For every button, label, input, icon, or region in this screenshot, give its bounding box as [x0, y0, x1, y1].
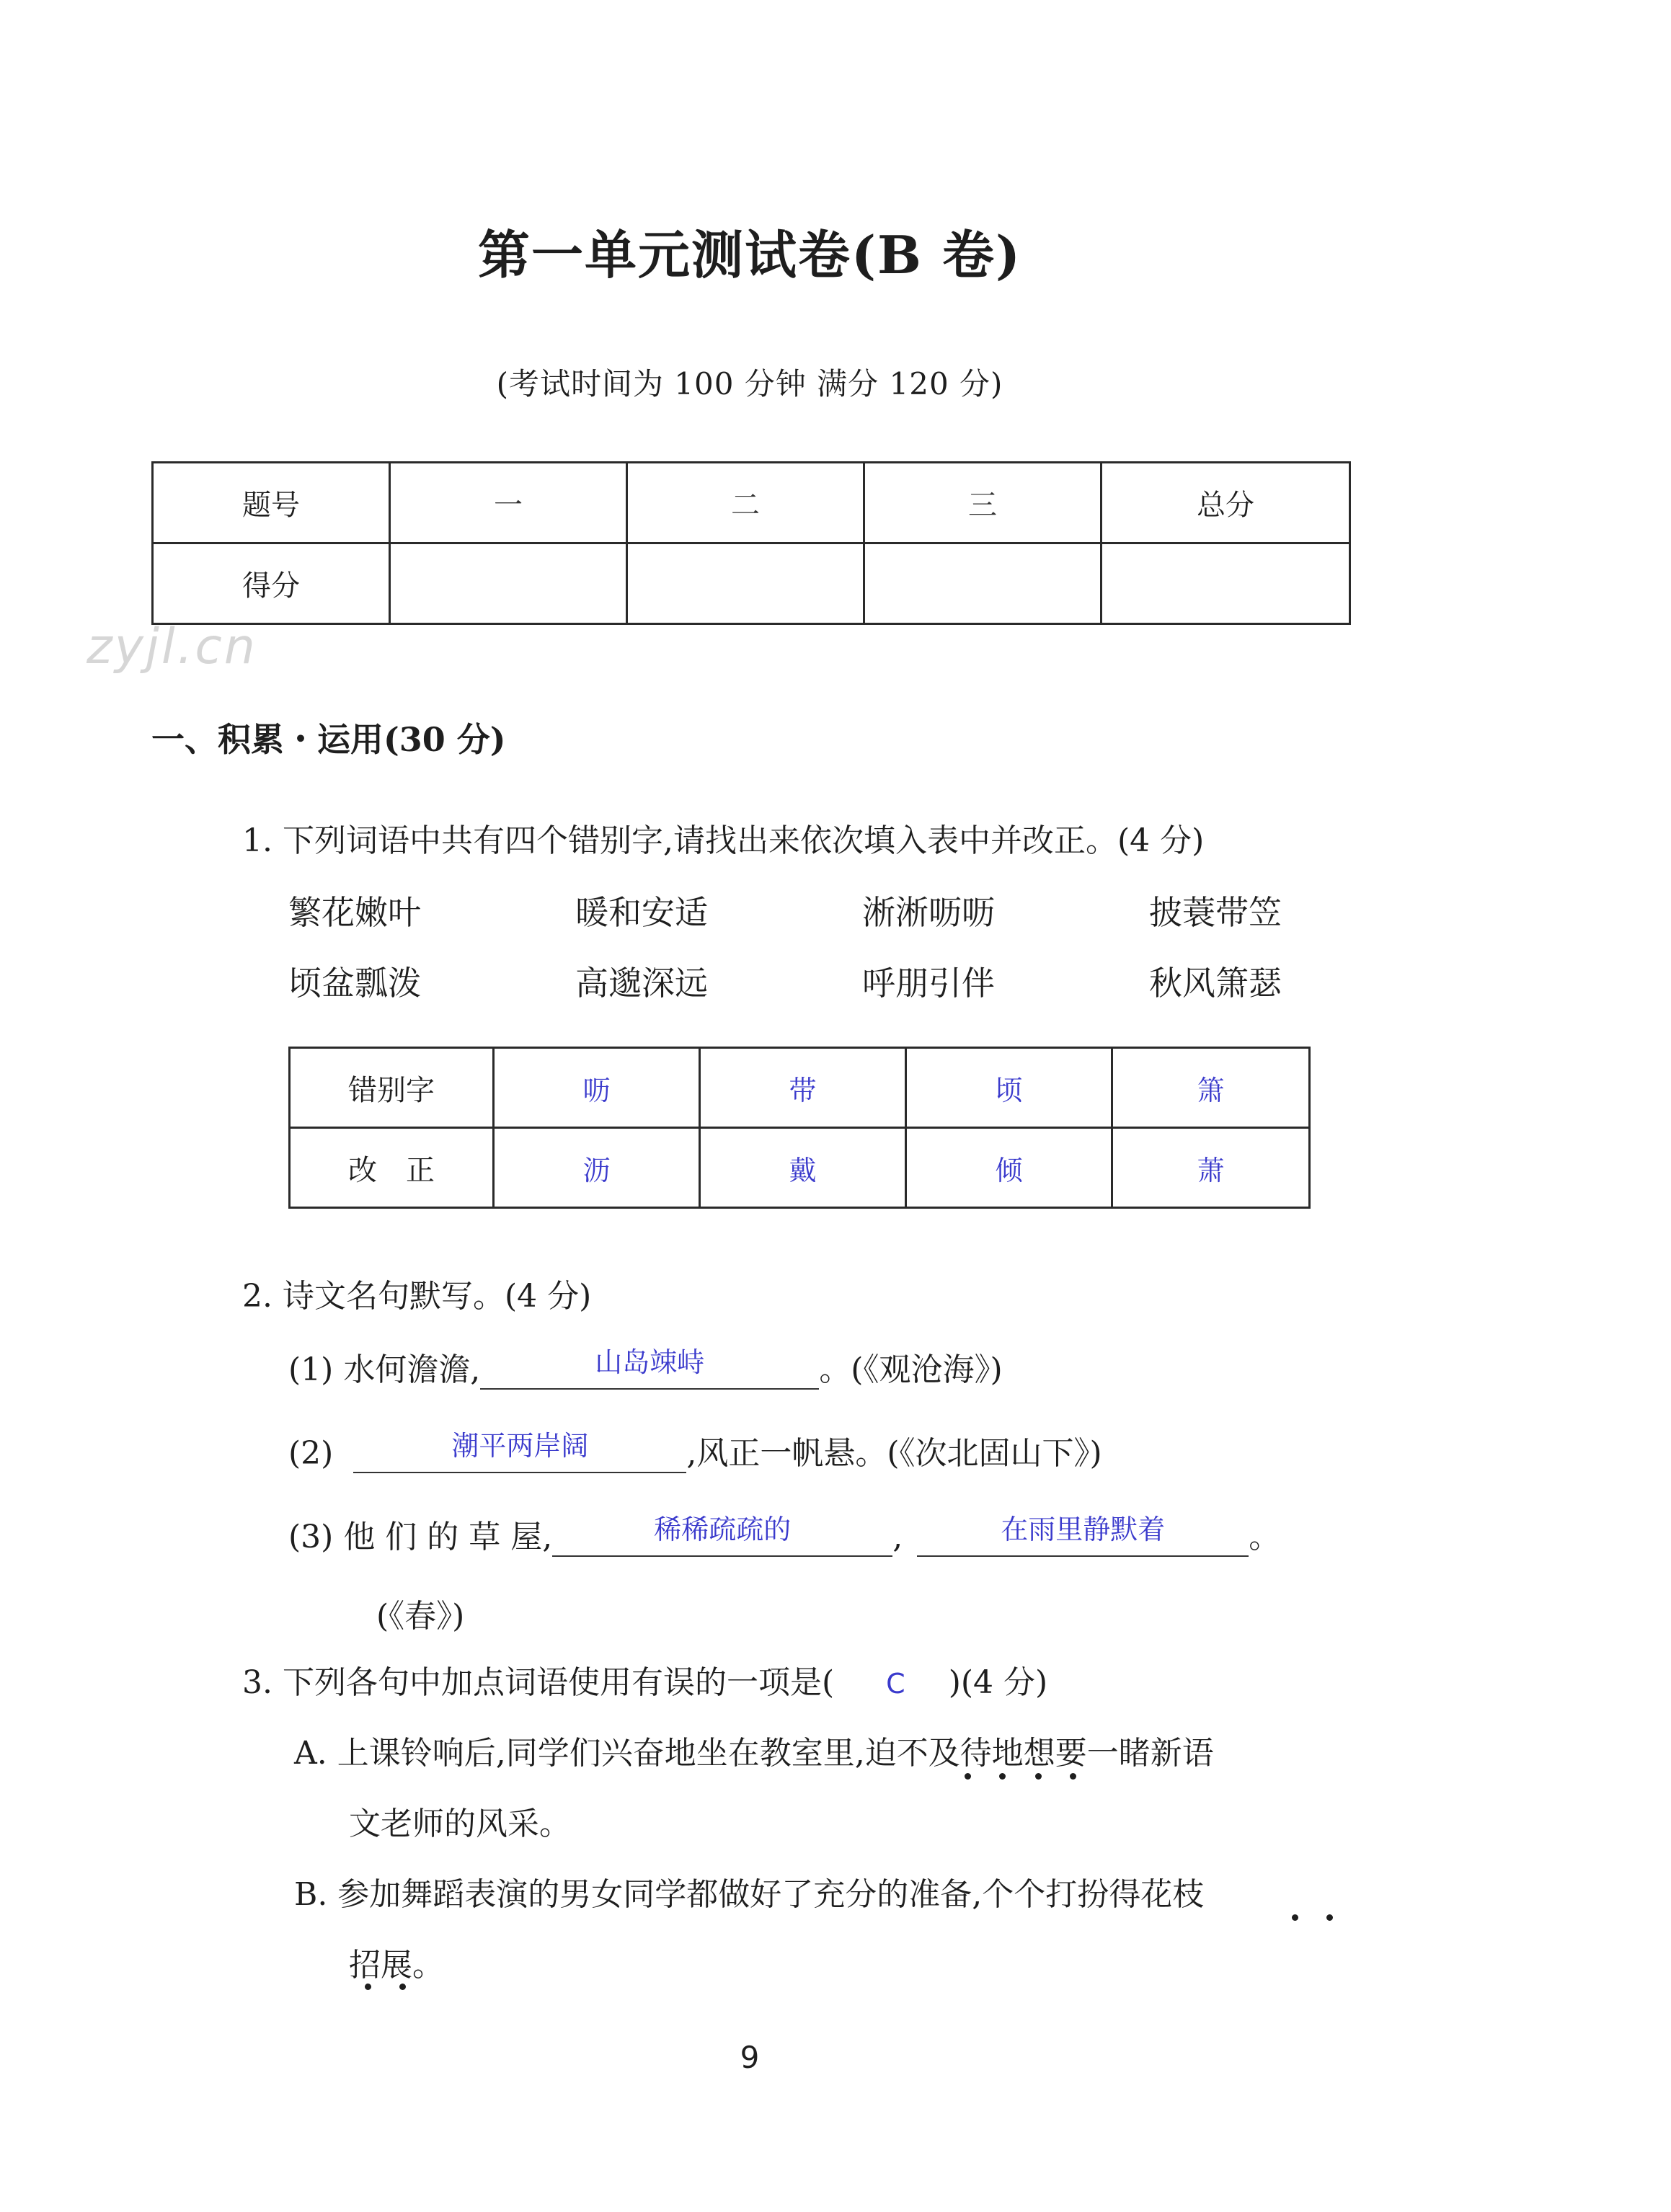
poem-line-1	[288, 1343, 1003, 1390]
poem-line-suffix: 。	[1249, 1519, 1281, 1555]
word-item: 披蓑带笠	[1149, 893, 1282, 932]
poem-line-prefix: (3) 他 们 的 草 屋,	[288, 1519, 553, 1555]
score-cell	[627, 543, 864, 624]
emphasis-dot	[1326, 1914, 1333, 1921]
poem-line-prefix: (1) 水何澹澹,	[288, 1351, 481, 1388]
fixed-char-cell: 倾	[906, 1128, 1112, 1208]
poem-line-3	[288, 1511, 1280, 1557]
question-1-prompt: 1. 下列词语中共有四个错别字,请找出来依次填入表中并改正。(4 分)	[242, 822, 1205, 859]
wrong-char-cell: 呖	[494, 1048, 700, 1128]
score-row-label: 得分	[153, 543, 390, 624]
word-item: 呼朋引伴	[862, 964, 995, 1003]
poem-line-prefix: (2)	[288, 1435, 334, 1472]
fixed-char-cell: 戴	[700, 1128, 906, 1208]
score-header-cell: 一	[390, 463, 627, 543]
emphasis-dot	[1070, 1773, 1076, 1780]
handwritten-answer: 在雨里静默着	[1001, 1514, 1166, 1545]
score-header-cell: 二	[627, 463, 864, 543]
wrong-char-cell: 箫	[1112, 1048, 1310, 1128]
question-3-points: )(4 分)	[948, 1664, 1048, 1701]
score-header-cell: 题号	[153, 463, 390, 543]
poem-source: (《春》)	[376, 1598, 465, 1635]
poem-line-separator: ,	[892, 1519, 903, 1555]
emphasis-dot	[1292, 1914, 1298, 1921]
score-cell	[390, 543, 627, 624]
page-number: 9	[740, 2040, 760, 2075]
score-header-cell: 三	[864, 463, 1102, 543]
wrong-char-cell: 带	[700, 1048, 906, 1128]
question-3-prompt	[242, 1656, 1047, 1702]
score-cell	[864, 543, 1102, 624]
poem-line-2	[288, 1427, 1102, 1473]
option-b-line-2: 招展。	[349, 1947, 444, 1984]
question-3-text: 3. 下列各句中加点词语使用有误的一项是(	[242, 1664, 835, 1701]
option-a-line-1: A. 上课铃响后,同学们兴奋地坐在教室里,迫不及待地想要一睹新语	[294, 1735, 1214, 1772]
score-header-cell: 总分	[1102, 463, 1350, 543]
correction-row-label: 改 正	[290, 1128, 494, 1208]
answer-blank	[917, 1516, 1249, 1557]
correction-table	[288, 1047, 1311, 1209]
table-row	[290, 1048, 1310, 1128]
table-row	[290, 1128, 1310, 1208]
answer-blank	[480, 1346, 819, 1390]
table-row	[153, 463, 1350, 543]
question-2-prompt: 2. 诗文名句默写。(4 分)	[242, 1278, 592, 1315]
word-item: 暖和安适	[575, 893, 708, 932]
section-heading: 一、积累・运用(30 分)	[151, 720, 506, 759]
emphasis-dot	[365, 1984, 371, 1990]
page-title: 第一单元测试卷(B 卷)	[477, 224, 1022, 285]
option-b-line-1: B. 参加舞蹈表演的男女同学都做好了充分的准备,个个打扮得花枝	[294, 1876, 1205, 1913]
emphasis-dot	[965, 1773, 971, 1780]
handwritten-answer: C	[886, 1668, 905, 1700]
word-item: 繁花嫩叶	[288, 893, 421, 932]
emphasis-dot	[399, 1984, 406, 1990]
emphasis-dot	[1035, 1773, 1042, 1780]
option-a-line-2: 文老师的风采。	[349, 1805, 571, 1842]
wrong-char-cell: 顷	[906, 1048, 1112, 1128]
answer-blank	[552, 1516, 892, 1557]
score-cell	[1102, 543, 1350, 624]
handwritten-answer: 潮平两岸阔	[451, 1430, 589, 1462]
handwritten-answer: 稀稀疏疏的	[654, 1514, 792, 1545]
table-row	[153, 543, 1350, 624]
word-item: 淅淅呖呖	[862, 893, 995, 932]
fixed-char-cell: 萧	[1112, 1128, 1310, 1208]
exam-info: (考试时间为 100 分钟 满分 120 分)	[496, 366, 1003, 401]
handwritten-answer: 山岛竦峙	[595, 1346, 705, 1378]
correction-row-label: 错别字	[290, 1048, 494, 1128]
watermark-logo: zyjl.cn	[87, 618, 257, 675]
word-item: 顷盆瓢泼	[288, 964, 421, 1003]
word-item: 秋风箫瑟	[1149, 964, 1282, 1003]
answer-blank	[353, 1430, 686, 1473]
word-item: 高邈深远	[575, 964, 708, 1003]
emphasis-dot	[999, 1773, 1006, 1780]
score-table	[151, 461, 1351, 625]
poem-line-suffix: ,风正一帆悬。(《次北固山下》)	[686, 1435, 1102, 1472]
fixed-char-cell: 沥	[494, 1128, 700, 1208]
poem-line-suffix: 。(《观沧海》)	[819, 1351, 1003, 1388]
